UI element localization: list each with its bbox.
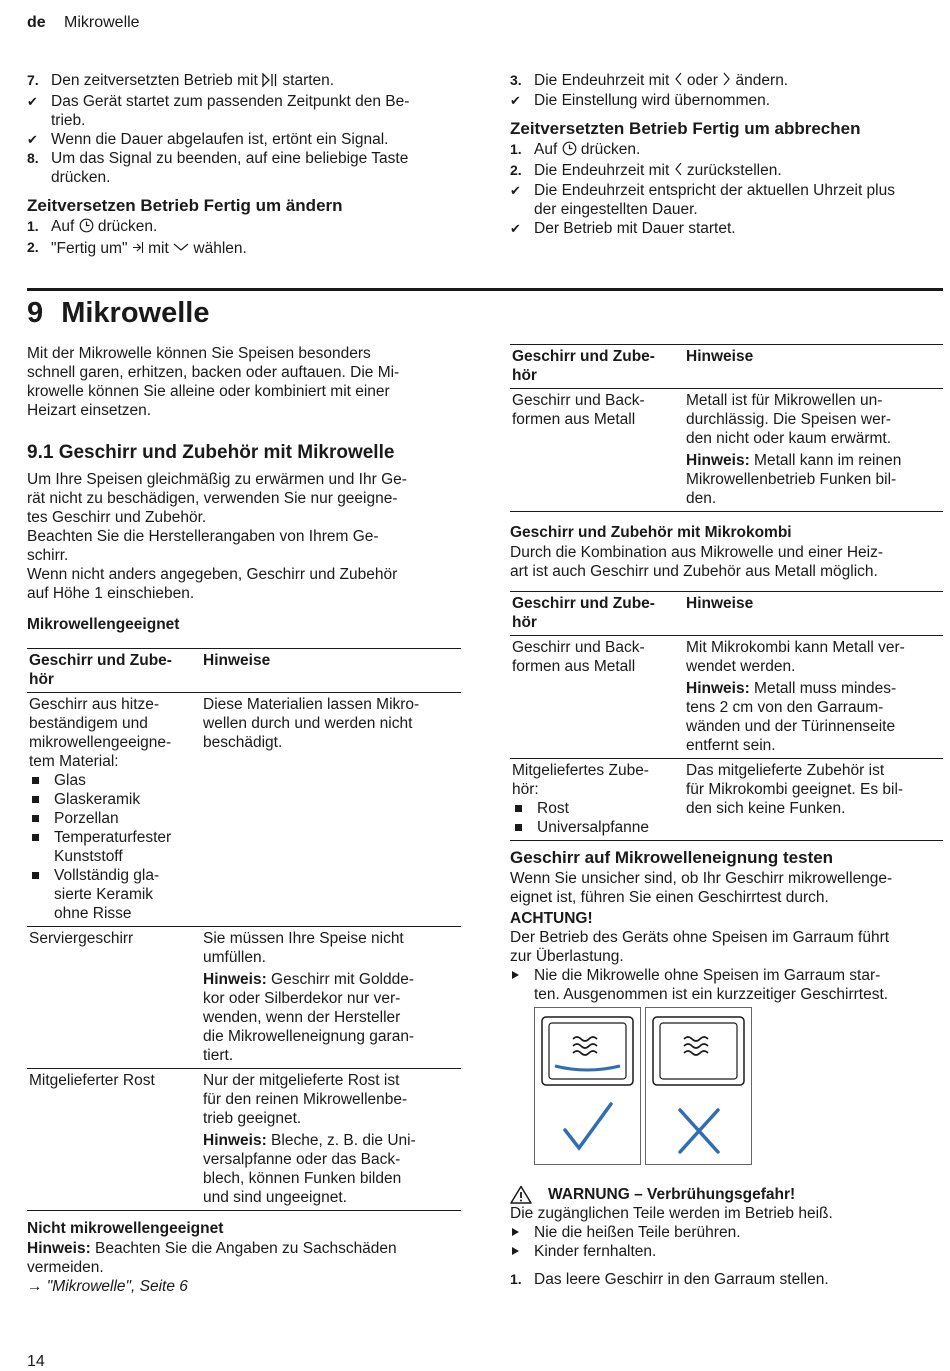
table-cell: Mitgelieferter Rost <box>27 1069 201 1211</box>
microwave-with-plate-icon <box>535 1008 640 1164</box>
warning-heading: WARNUNG – Verbrühungsgefahr! <box>510 1185 950 1204</box>
illustration-correct <box>534 1007 641 1165</box>
left-top-column <box>27 71 467 259</box>
language-code: de <box>27 14 46 31</box>
warning-triangle-icon <box>510 1185 532 1209</box>
result-line: ✔ Wenn die Dauer abgelaufen ist, ertönt ein Signal. <box>27 131 389 148</box>
end-time-icon <box>132 240 144 259</box>
page-number: 14 <box>27 1353 45 1370</box>
subheading-nicht-geeignet: Nicht mikrowellengeeignet <box>27 1220 224 1237</box>
table-cell: Geschirr und Back- formen aus Metall <box>510 636 684 759</box>
right-top-column <box>510 71 950 238</box>
chapter-title: Mikrowelle <box>61 297 210 329</box>
cross-reference-link[interactable]: → "Mikrowelle", Seite 6 <box>27 1278 188 1295</box>
header-title: Mikrowelle <box>64 14 140 31</box>
table-cell: Mit Mikrokombi kann Metall ver- wendet werden. Hinweis: Metall muss mindes- tens 2 cm von den Garraum- wänden und der Türinnenseite entfernt sein. <box>684 636 943 759</box>
step-2: 2. "Fertig um" mit wählen. <box>27 239 247 257</box>
subheading-mikrowellengeeignet: Mikrowellengeeignet <box>27 616 180 633</box>
result-line: ✔ Der Betrieb mit Dauer startet. <box>510 220 736 237</box>
table-row <box>27 1069 461 1211</box>
list-item: Porzellan <box>29 809 199 828</box>
table-cell: Nur der mitgelieferte Rost ist für den reinen Mikrowellenbe- trieb geeignet. Hinweis: Bleche, z. B. die Uni- versalpfanne oder das Back- blech, können Funken bilden und sind ungeeignet. <box>201 1069 461 1211</box>
heading-fertig-um-aendern: Zeitversetzen Betrieb Fertig um ändern <box>27 196 343 215</box>
chevron-left-icon <box>674 162 683 181</box>
step-1: 1. Auf drücken. <box>27 217 467 238</box>
result-line: ✔ Die Endeuhrzeit entspricht der aktuellen Uhrzeit plus der eingestellten Dauer. <box>510 182 895 218</box>
column-header: Geschirr und Zube- hör <box>27 649 201 693</box>
chevron-right-icon <box>722 72 731 91</box>
subheading-mikrokombi: Geschirr und Zubehör mit Mikrokombi <box>510 524 792 541</box>
table-cell: Geschirr aus hitze- beständigem und mikrowellengeeigne- tem Material: Glas Glaskeramik Porzellan Temperaturfester Kunststoff Vollständig gla- sierte Keramik ohne Risse <box>27 693 201 927</box>
table-row <box>510 759 943 841</box>
chevron-left-icon <box>674 72 683 91</box>
check-icon: ✔ <box>27 132 38 147</box>
table-row <box>27 927 461 1069</box>
chevron-down-icon <box>173 238 189 257</box>
section-heading-9-1: 9.1 Geschirr und Zubehör mit Mikrowelle <box>27 442 395 463</box>
start-pause-icon <box>262 73 278 92</box>
intro-paragraph: Mit der Mikrowelle können Sie Speisen besonders schnell garen, erhitzen, backen oder auftauen. Die Mi- krowelle können Sie alleine oder kombiniert mit einer Heizart einsetzen. <box>27 345 400 419</box>
table-row <box>27 693 461 927</box>
step-1: 1. Das leere Geschirr in den Garraum stellen. <box>510 1271 829 1288</box>
chapter-rule <box>27 288 943 291</box>
chapter-heading <box>27 295 209 331</box>
table-cell: Serviergeschirr <box>27 927 201 1069</box>
list-item: Glas <box>29 771 199 790</box>
step-8: 8. Um das Signal zu beenden, auf eine beliebige Taste drücken. <box>27 150 409 186</box>
check-icon: ✔ <box>510 183 521 198</box>
table-row <box>510 389 943 512</box>
subheading-test: Geschirr auf Mikrowelleneignung testen <box>510 848 834 867</box>
list-item: Vollständig gla- sierte Keramik ohne Risse <box>29 866 199 923</box>
clock-icon <box>562 141 577 161</box>
heading-fertig-um-abbrechen: Zeitversetzten Betrieb Fertig um abbrechen <box>510 119 861 138</box>
table-cell: Diese Materialien lassen Mikro- wellen durch und werden nicht beschädigt. <box>201 693 461 927</box>
list-item: Temperaturfester Kunststoff <box>29 828 199 866</box>
step-7: 7. Den zeitversetzten Betrieb mit starten. <box>27 71 467 92</box>
chapter-number: 9 <box>27 297 44 329</box>
action-item: Nie die Mikrowelle ohne Speisen im Garraum star- ten. Ausgenommen ist ein kurzzeitiger Geschirrtest. <box>510 966 950 1004</box>
illustration-wrong <box>645 1007 752 1165</box>
clock-icon <box>79 218 94 238</box>
table-header-row <box>510 345 943 389</box>
table-header-row <box>510 592 943 636</box>
column-header: Geschirr und Zube- hör <box>510 345 684 389</box>
achtung-label: ACHTUNG! <box>510 910 593 927</box>
list-item: Glaskeramik <box>29 790 199 809</box>
test-block: Geschirr auf Mikrowelleneignung testen Wenn Sie unsicher sind, ob Ihr Geschirr mikrowellenge- eignet ist, führen Sie einen Geschirrtest durch. ACHTUNG! Der Betrieb des Geräts ohne Speisen im Garraum führt zur Überlastung. Nie die Mikrowelle ohne Speisen im Garraum star- ten. Ausgenommen ist ein kurzzeitiger Geschirrtest. <box>510 847 950 1004</box>
step-2: 2. Die Endeuhrzeit mit zurückstellen. <box>510 162 782 179</box>
warning-block: WARNUNG – Verbrühungsgefahr! Die zugänglichen Teile werden im Betrieb heiß. Nie die heißen Teile berühren. Kinder fernhalten. 1. Das leere Geschirr in den Garraum stellen. <box>510 1185 950 1289</box>
nicht-geeignet-block: Nicht mikrowellengeeignet Hinweis: Beachten Sie die Angaben zu Sachschäden vermeiden. → "Mikrowelle", Seite 6 <box>27 1219 467 1296</box>
table-header-row <box>27 649 461 693</box>
list-item: Universalpfanne <box>512 818 682 837</box>
table-mikrokombi <box>510 591 943 841</box>
action-item: Nie die heißen Teile berühren. <box>510 1223 950 1242</box>
table-cell: Das mitgelieferte Zubehör ist für Mikrokombi geeignet. Es bil- den sich keine Funken. <box>684 759 943 841</box>
column-header: Geschirr und Zube- hör <box>510 592 684 636</box>
mikrokombi-block: Geschirr und Zubehör mit Mikrokombi Durch die Kombination aus Mikrowelle und einer Heiz- art ist auch Geschirr und Zubehör aus Metall möglich. <box>510 523 950 581</box>
action-item: Kinder fernhalten. <box>510 1242 950 1261</box>
check-icon: ✔ <box>510 221 521 236</box>
table-cell: Metall ist für Mikrowellen un- durchlässig. Die Speisen wer- den nicht oder kaum erwärmt. Hinweis: Metall kann im reinen Mikrowellenbetrieb Funken bil- den. <box>684 389 943 512</box>
table-cell: Mitgeliefertes Zube- hör: Rost Universalpfanne <box>510 759 684 841</box>
result-line: ✔ Das Gerät startet zum passenden Zeitpunkt den Be- trieb. <box>27 93 410 129</box>
step-1: 1. Auf drücken. <box>510 140 950 161</box>
step-3: 3. Die Endeuhrzeit mit oder ändern. <box>510 72 789 89</box>
table-metall-mikrowelle <box>510 344 943 512</box>
column-header: Hinweise <box>684 592 943 636</box>
check-icon: ✔ <box>27 94 38 109</box>
table-cell: Geschirr und Back- formen aus Metall <box>510 389 684 512</box>
left-main-column <box>27 344 467 635</box>
section-paragraph: Um Ihre Speisen gleichmäßig zu erwärmen und Ihr Ge- rät nicht zu beschädigen, verwenden Sie nur geeigne- tes Geschirr und Zubehör. Beachten Sie die Herstellerangaben von Ihrem Ge- schirr. Wenn nicht anders angegeben, Geschirr und Zubehör auf Höhe 1 einschieben. <box>27 471 407 602</box>
result-line: ✔ Die Einstellung wird übernommen. <box>510 92 771 109</box>
table-row <box>510 636 943 759</box>
check-icon: ✔ <box>510 93 521 108</box>
microwave-empty-icon <box>646 1008 751 1164</box>
list-item: Rost <box>512 799 682 818</box>
table-cell: Sie müssen Ihre Speise nicht umfüllen. Hinweis: Geschirr mit Goldde- kor oder Silberdekor nur ver- wenden, wenn der Hersteller die Mikrowelleneignung garan- tiert. <box>201 927 461 1069</box>
table-mikrowellengeeignet <box>27 648 461 1211</box>
column-header: Hinweise <box>684 345 943 389</box>
column-header: Hinweise <box>201 649 461 693</box>
